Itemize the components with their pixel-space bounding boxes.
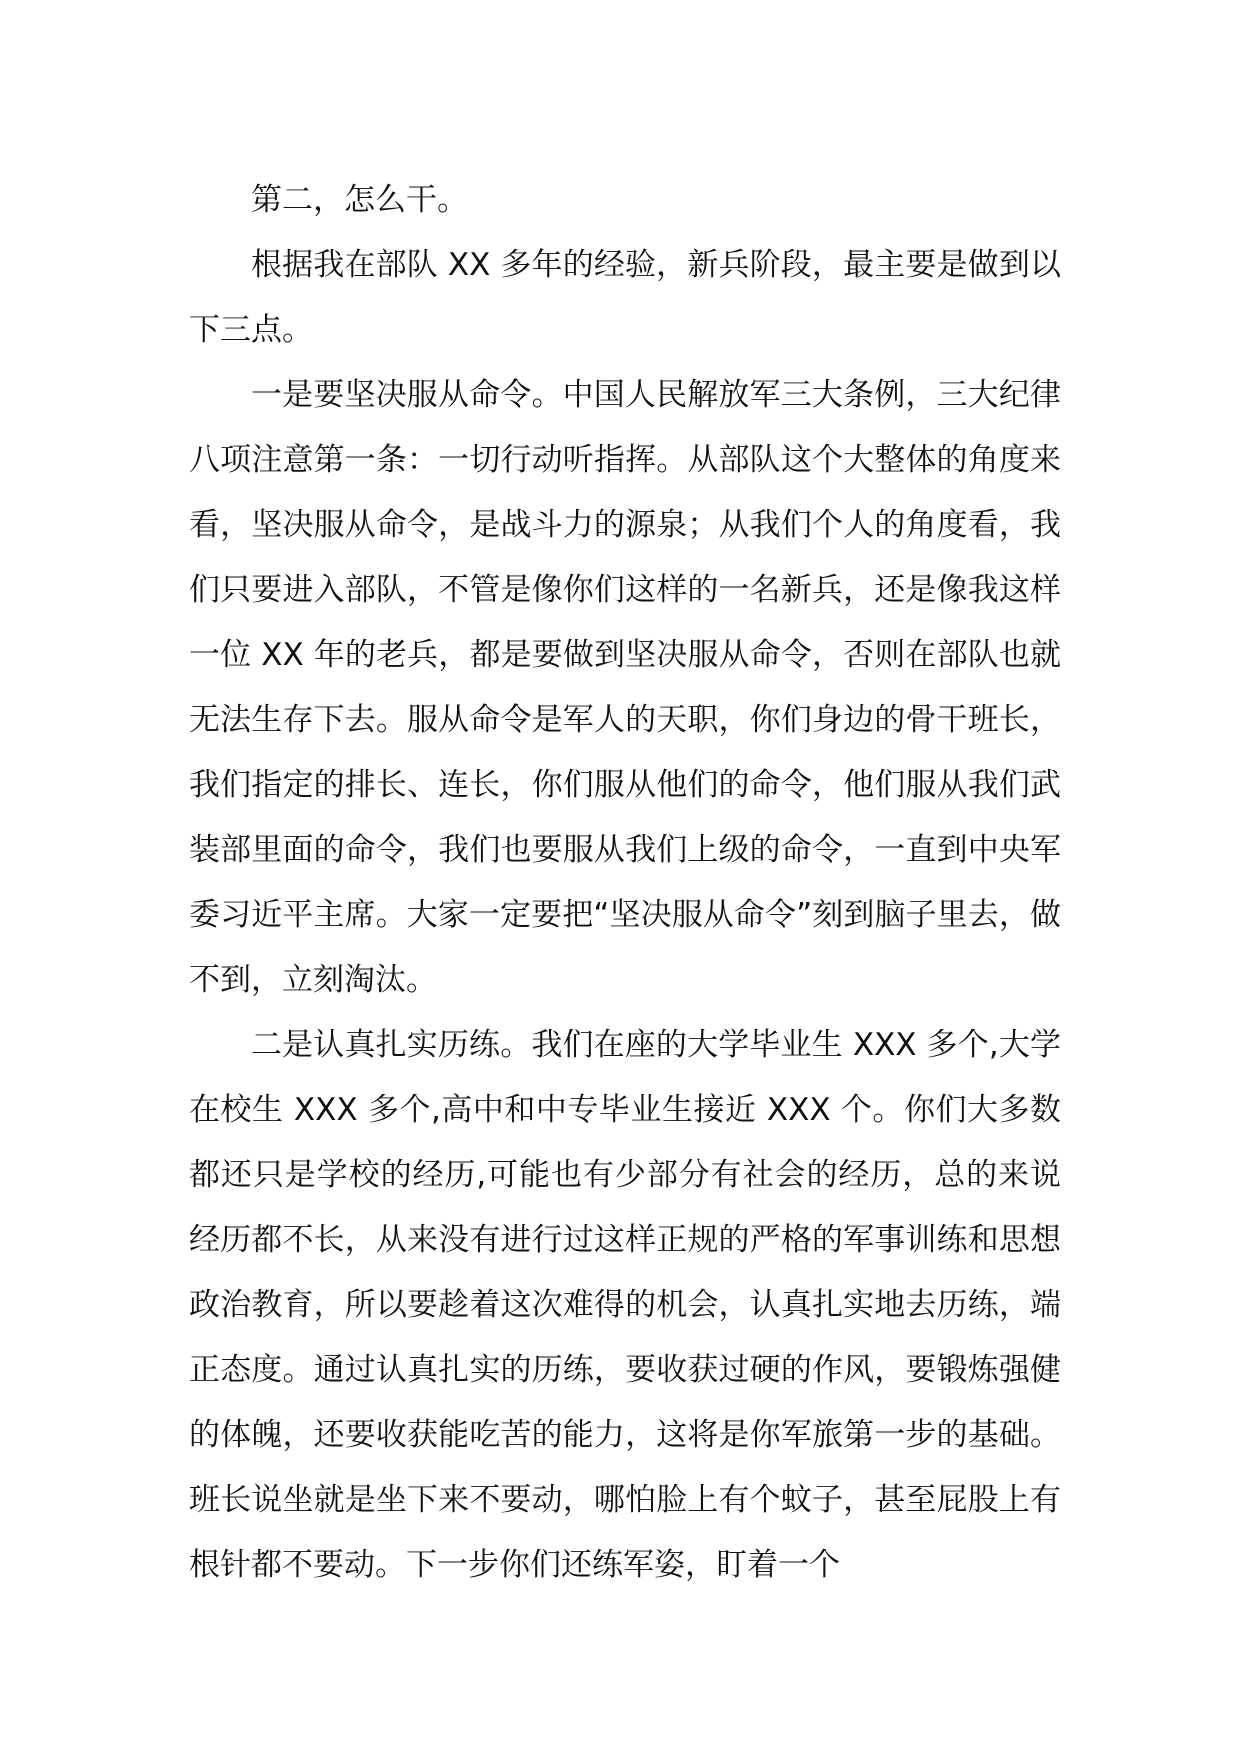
paragraph-section-heading: 第二，怎么干。 — [251, 182, 468, 218]
document-body — [189, 168, 1061, 1598]
paragraph-obey-orders: 一是要坚决服从命令。中国人民解放军三大条例，三大纪律八项注意第一条：一切行动听指挥。从部队这个大整体的角度来看，坚决服从命令，是战斗力的源泉；从我们个人的角度看，我们只要进入部队，不管是像你们这样的一名新兵，还是像我这样一位 XX 年的老兵，都是要做到坚决服从命令，否则在部队也就无法生存下去。服从命令是军人的天职，你们身边的骨干班长，我们指定的排长、连长，你们服从他们的命令，他们服从我们武装部里面的命令，我们也要服从我们上级的命令，一直到中央军委习近平主席。大家一定要把“坚决服从命令”刻到脑子里去，做不到，立刻淘汰。 — [189, 377, 1061, 998]
paragraph-experience-intro: 根据我在部队 XX 多年的经验，新兵阶段，最主要是做到以下三点。 — [189, 247, 1061, 348]
paragraph-training: 二是认真扎实历练。我们在座的大学毕业生 XXX 多个,大学在校生 XXX 多个,高中和中专毕业生接近 XXX 个。你们大多数都还只是学校的经历,可能也有少部分有社会的经历，总的来说经历都不长，从来没有进行过这样正规的严格的军事训练和思想政治教育，所以要趁着这次难得的机会，认真扎实地去历练，端正态度。通过认真扎实的历练，要收获过硬的作风，要锻炼强健的体魄，还要收获能吃苦的能力，这将是你军旅第一步的基础。班长说坐就是坐下来不要动，哪怕脸上有个蚊子，甚至屁股上有根针都不要动。下一步你们还练军姿，盯着一个 — [189, 1027, 1061, 1583]
